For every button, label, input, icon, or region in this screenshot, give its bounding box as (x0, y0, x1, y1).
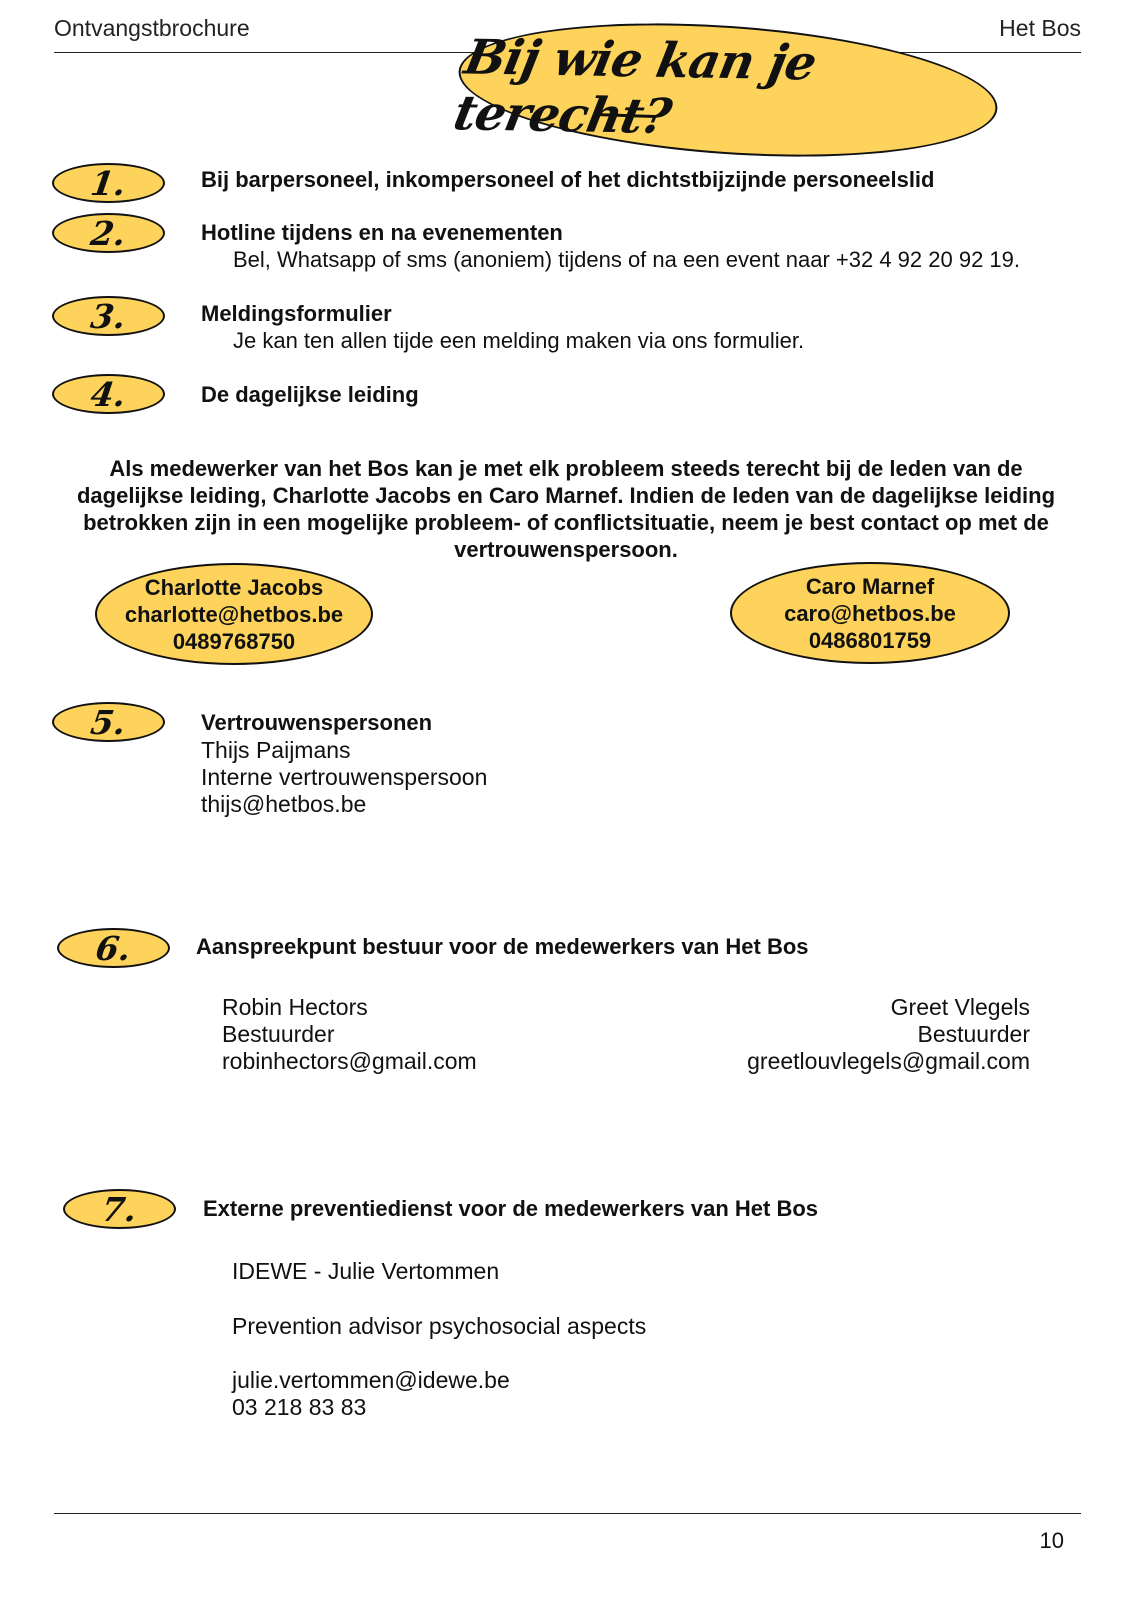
contact-name: Caro Marnef (805, 573, 935, 599)
person-role: Interne vertrouwenspersoon (201, 764, 488, 790)
contact-phone: 0486801759 (808, 627, 932, 653)
leiding-paragraph: Als medewerker van het Bos kan je met elk probleem steeds terecht bij de leden van de dagelijkse leiding, Charlotte Jacobs en Caro Marnef. Indien de leden van de dagelijkse leiding betrokken zijn in een mogelijke probleem- of conflictsituatie, neem je best contact op met de vertrouwenspersoon. (76, 456, 1056, 562)
bestuur-contact-robin (222, 994, 477, 1075)
section-5-title: Vertrouwenspersonen (201, 710, 433, 735)
section-4-title: De dagelijkse leiding (201, 382, 419, 407)
footer-rule (54, 1513, 1081, 1514)
contact-role: Bestuurder (917, 1021, 1030, 1047)
contact-name: Charlotte Jacobs (144, 574, 324, 600)
number-label-1: 1. (88, 163, 128, 203)
contact-name: Robin Hectors (222, 994, 368, 1020)
contact-email: caro@hetbos.be (784, 600, 956, 626)
section-3-title: Meldingsformulier (201, 301, 392, 326)
person-name: Thijs Paijmans (201, 737, 351, 763)
contact-card-charlotte (95, 563, 373, 665)
contact-card-caro (730, 562, 1010, 664)
header-left: Ontvangstbrochure (54, 15, 250, 41)
extern-role: Prevention advisor psychosocial aspects (232, 1313, 647, 1339)
person-email: thijs@hetbos.be (201, 791, 367, 817)
contact-email: robinhectors@gmail.com (222, 1048, 477, 1074)
vertrouwenspersoon-info (201, 737, 487, 818)
extern-phone: 03 218 83 83 (232, 1394, 367, 1420)
section-3-text: Je kan ten allen tijde een melding maken via ons formulier. (233, 328, 805, 353)
number-label-2: 2. (88, 213, 128, 253)
contact-email: greetlouvlegels@gmail.com (747, 1048, 1030, 1074)
number-label-4: 4. (88, 374, 128, 414)
section-7-title: Externe preventiedienst voor de medewerkers van Het Bos (203, 1196, 819, 1221)
extern-org: IDEWE - Julie Vertommen (232, 1258, 500, 1284)
page-number: 10 (1039, 1528, 1064, 1553)
contact-email: charlotte@hetbos.be (124, 601, 344, 627)
title-banner (449, 7, 1002, 172)
section-2-title: Hotline tijdens en na evenementen (201, 220, 563, 245)
contact-role: Bestuurder (222, 1021, 335, 1047)
bestuur-contact-greet (747, 994, 1030, 1075)
contact-name: Greet Vlegels (890, 994, 1030, 1020)
number-label-5: 5. (88, 702, 128, 742)
section-1-title: Bij barpersoneel, inkompersoneel of het dichtstbijzijnde personeelslid (201, 167, 935, 192)
extern-email: julie.vertommen@idewe.be (232, 1367, 510, 1393)
section-2-text: Bel, Whatsapp of sms (anoniem) tijdens of na een event naar +32 4 92 20 92 19. (233, 247, 1020, 272)
number-label-3: 3. (88, 296, 128, 336)
page-title: Bij wie kan je terecht? (449, 29, 821, 145)
number-label-6: 6. (93, 928, 133, 968)
number-label-7: 7. (99, 1189, 139, 1229)
contact-phone: 0489768750 (172, 628, 296, 654)
header-right: Het Bos (999, 15, 1081, 41)
section-6-title: Aanspreekpunt bestuur voor de medewerkers van Het Bos (196, 934, 809, 959)
